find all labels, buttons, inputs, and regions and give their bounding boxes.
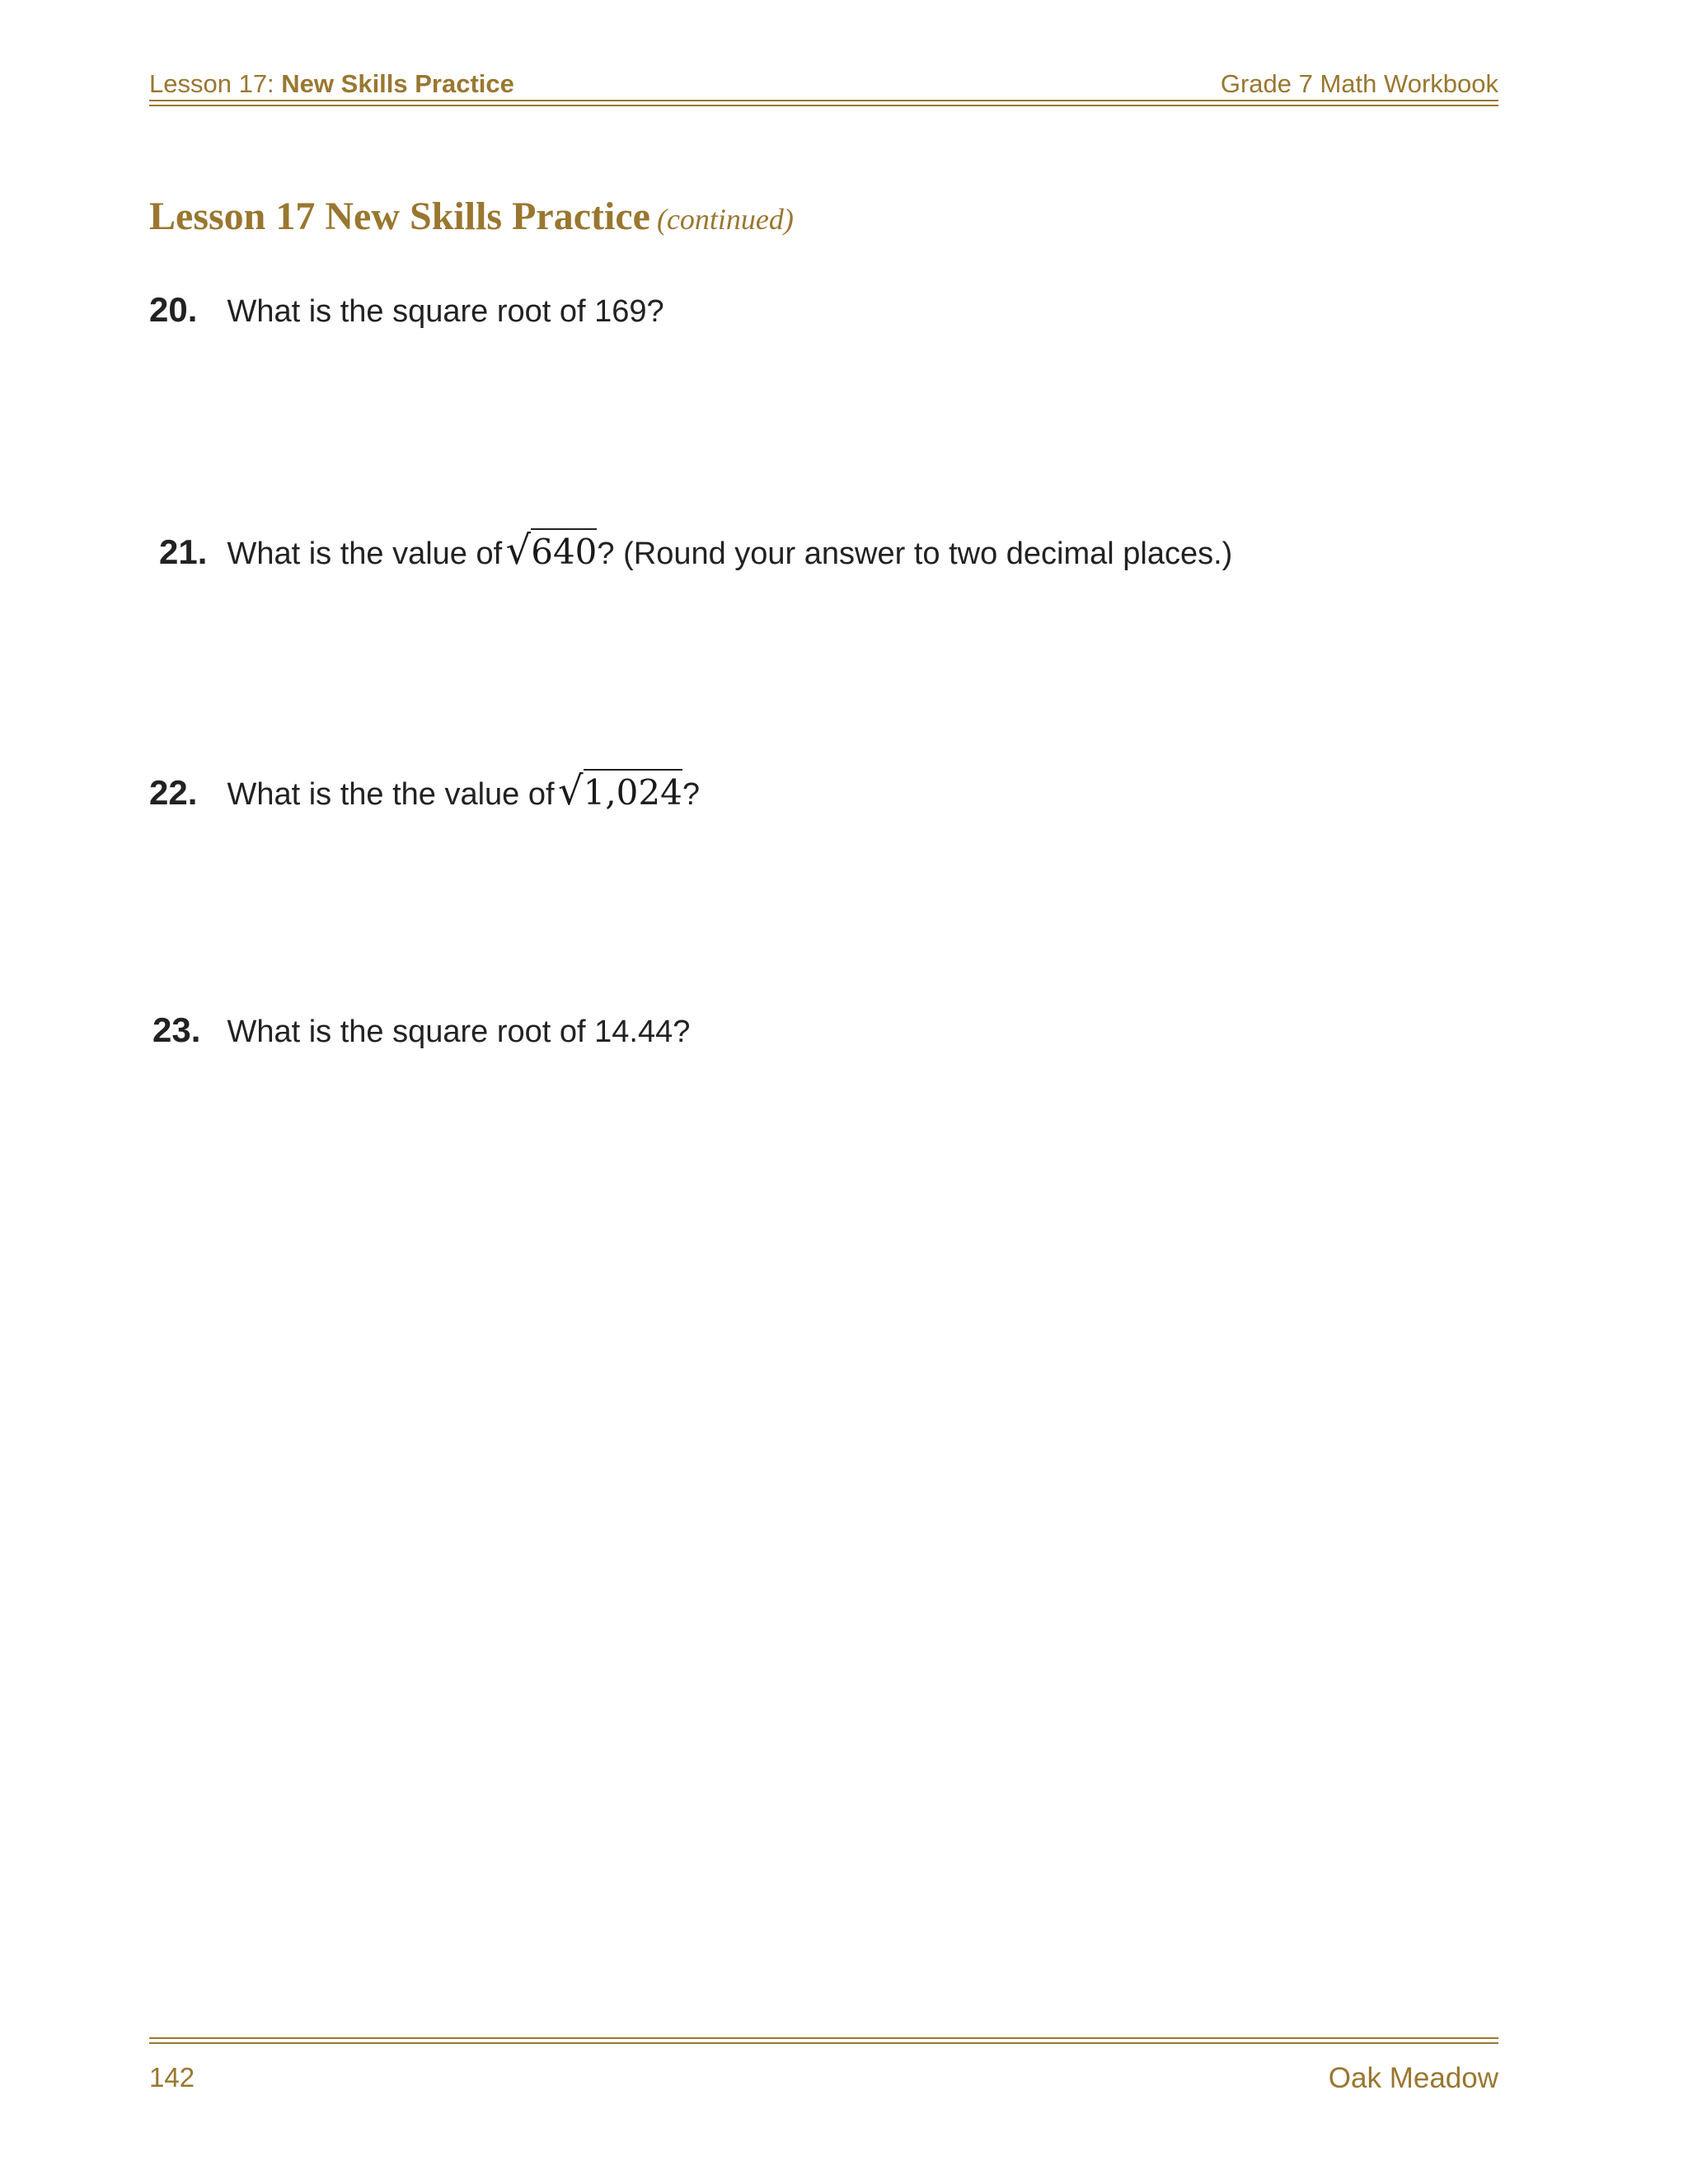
header-rule-bottom xyxy=(149,105,1498,106)
question-22 xyxy=(149,768,700,814)
running-header xyxy=(149,69,1498,102)
question-20 xyxy=(149,290,664,330)
question-number: 23. xyxy=(152,1010,201,1049)
header-rule-top xyxy=(149,100,1498,101)
question-text: What is the square root of 14.44? xyxy=(227,1015,691,1049)
question-text-before: What is the the value of xyxy=(227,777,555,812)
header-lesson xyxy=(149,69,514,99)
question-number: 21. xyxy=(159,532,208,571)
question-21 xyxy=(159,527,1232,574)
page-title-main: Lesson 17 New Skills Practice xyxy=(149,194,650,238)
question-text: What is the square root of 169? xyxy=(227,294,664,329)
question-23 xyxy=(152,1010,690,1050)
footer-rule-bottom xyxy=(149,2042,1498,2044)
publisher-name: Oak Meadow xyxy=(1328,2062,1498,2094)
radical-sign-icon: √ xyxy=(558,768,584,814)
square-root-expression xyxy=(558,768,682,814)
header-lesson-prefix: Lesson 17: xyxy=(149,69,274,98)
page-number: 142 xyxy=(149,2062,195,2093)
radicand: 640 xyxy=(531,528,597,572)
footer-rule-top xyxy=(149,2037,1498,2039)
question-text-before: What is the value of xyxy=(227,537,503,571)
header-book-title: Grade 7 Math Workbook xyxy=(1220,69,1498,98)
question-number: 22. xyxy=(149,773,198,812)
square-root-expression xyxy=(505,527,598,574)
question-text-after: ? (Round your answer to two decimal places.) xyxy=(597,537,1233,571)
page-title-note: (continued) xyxy=(656,203,794,236)
radical-sign-icon: √ xyxy=(505,527,532,574)
page-title xyxy=(149,194,794,239)
radicand: 1,024 xyxy=(584,769,682,813)
question-number: 20. xyxy=(149,290,198,329)
header-lesson-title: New Skills Practice xyxy=(281,69,514,98)
question-text-after: ? xyxy=(682,777,700,812)
